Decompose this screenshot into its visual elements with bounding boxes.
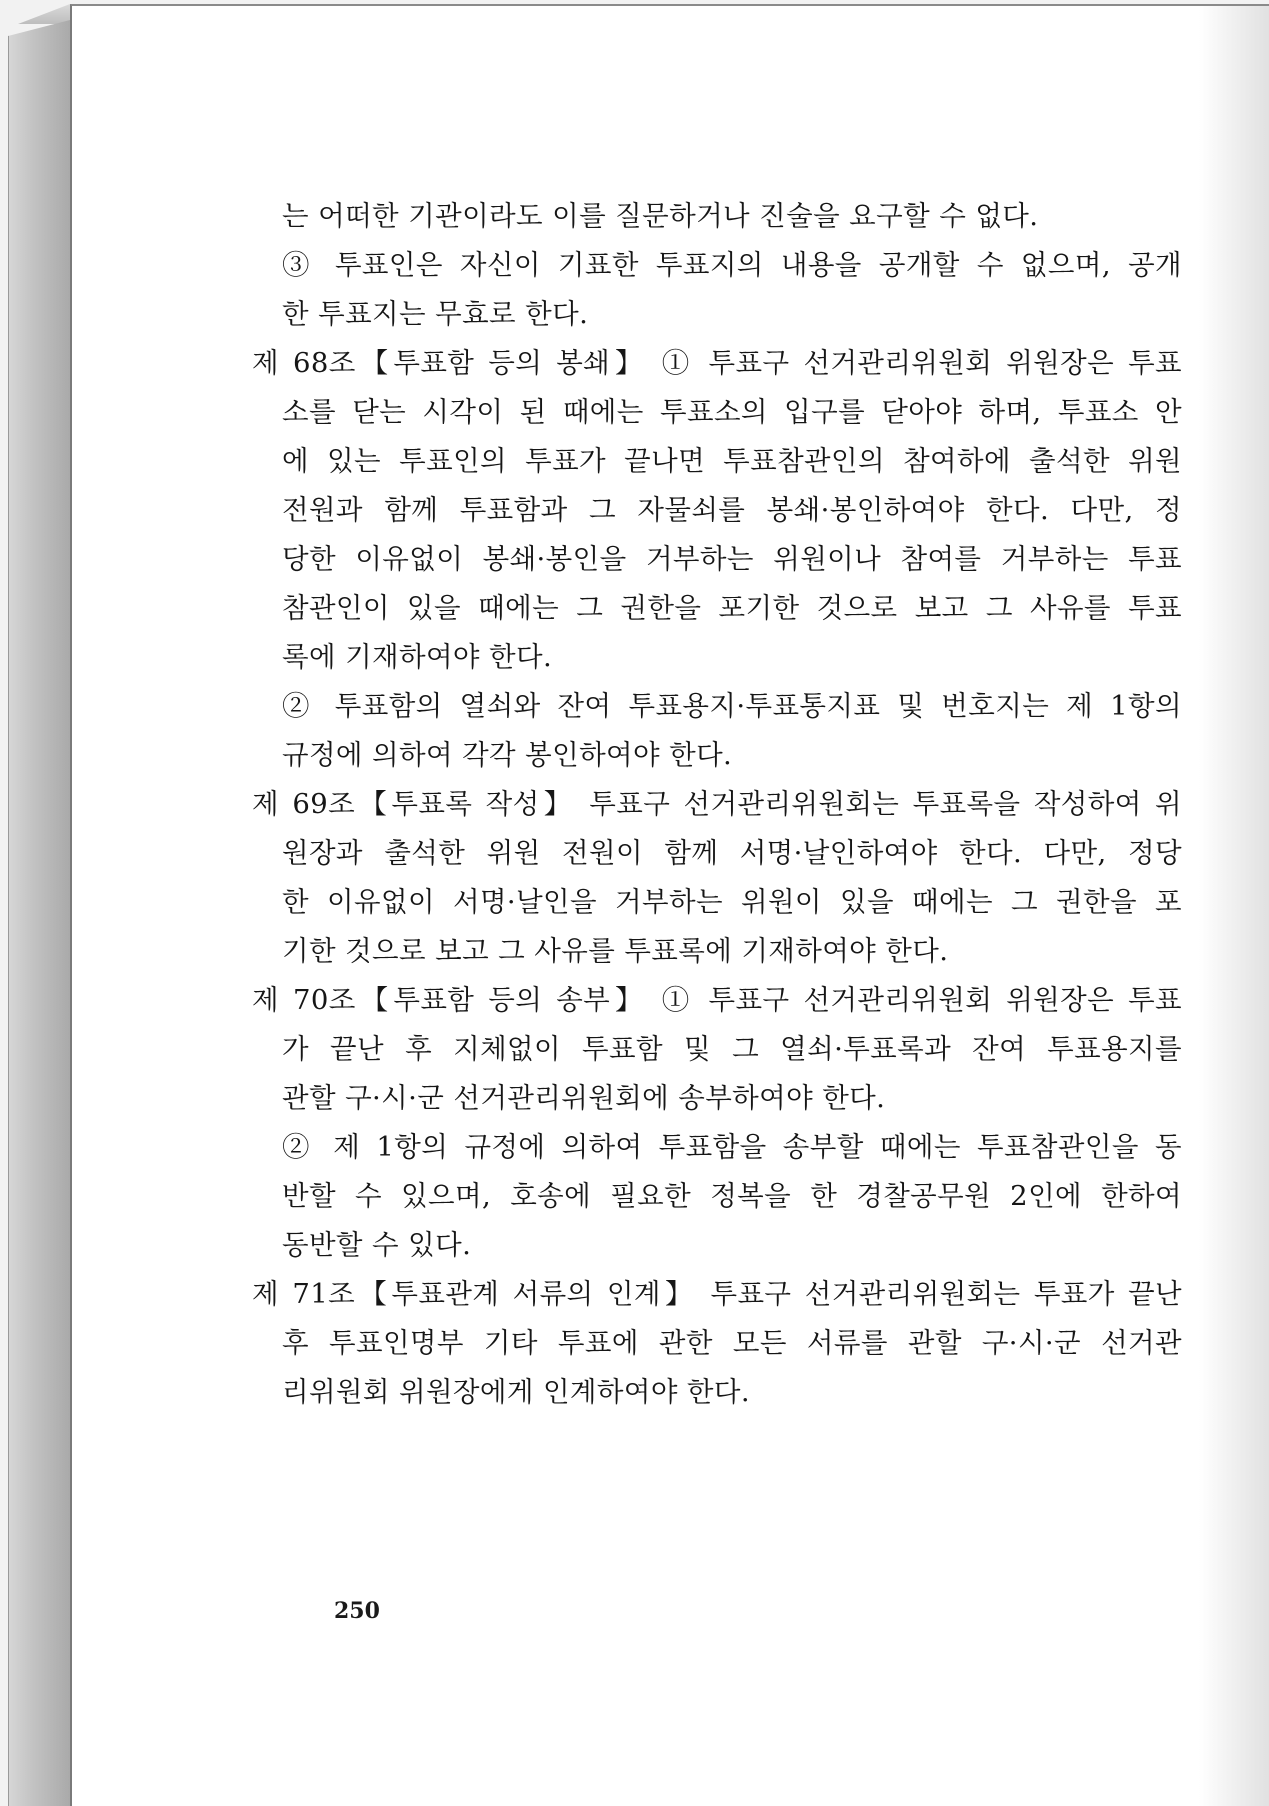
text-line: 후 투표인명부 기타 투표에 관한 모든 서류를 관할 구·시·군 선거관: [282, 1327, 1182, 1359]
text-line: 한 이유없이 서명·날인을 거부하는 위원이 있을 때에는 그 권한을 포: [282, 886, 1182, 918]
text-line: 참관인이 있을 때에는 그 권한을 포기한 것으로 보고 그 사유를 투표: [282, 592, 1182, 624]
text-line: ② 제 1항의 규정에 의하여 투표함을 송부할 때에는 투표참관인을 동: [282, 1131, 1182, 1163]
page-number: 250: [334, 1598, 380, 1624]
book-page: [70, 4, 1269, 1806]
page-shadow: [1199, 6, 1269, 1806]
text-line: 제 70조【투표함 등의 송부】 ① 투표구 선거관리위원회 위원장은 투표: [252, 984, 1182, 1016]
text-line: 전원과 함께 투표함과 그 자물쇠를 봉쇄·봉인하여야 한다. 다만, 정: [282, 494, 1182, 526]
text-line: 록에 기재하여야 한다.: [282, 641, 553, 673]
text-line: 반할 수 있으며, 호송에 필요한 정복을 한 경찰공무원 2인에 한하여: [282, 1180, 1182, 1212]
book-spine: [8, 20, 71, 1806]
text-line: 리위원회 위원장에게 인계하여야 한다.: [282, 1376, 751, 1408]
text-line: 는 어떠한 기관이라도 이를 질문하거나 진술을 요구할 수 없다.: [282, 200, 1039, 232]
text-line: ③ 투표인은 자신이 기표한 투표지의 내용을 공개할 수 없으며, 공개: [282, 249, 1182, 281]
text-line: 기한 것으로 보고 그 사유를 투표록에 기재하여야 한다.: [282, 935, 949, 967]
text-line: 규정에 의하여 각각 봉인하여야 한다.: [282, 739, 733, 771]
text-line: ② 투표함의 열쇠와 잔여 투표용지·투표통지표 및 번호지는 제 1항의: [282, 690, 1182, 722]
text-line: 제 71조【투표관계 서류의 인계】 투표구 선거관리위원회는 투표가 끝난: [252, 1278, 1182, 1310]
text-line: 제 68조【투표함 등의 봉쇄】 ① 투표구 선거관리위원회 위원장은 투표: [252, 347, 1182, 379]
text-line: 제 69조【투표록 작성】 투표구 선거관리위원회는 투표록을 작성하여 위: [252, 788, 1182, 820]
text-line: 동반할 수 있다.: [282, 1229, 472, 1261]
text-line: 당한 이유없이 봉쇄·봉인을 거부하는 위원이나 참여를 거부하는 투표: [282, 543, 1182, 575]
text-line: 에 있는 투표인의 투표가 끝나면 투표참관인의 참여하에 출석한 위원: [282, 445, 1182, 477]
text-line: 원장과 출석한 위원 전원이 함께 서명·날인하여야 한다. 다만, 정당: [282, 837, 1182, 869]
text-line: 소를 닫는 시각이 된 때에는 투표소의 입구를 닫아야 하며, 투표소 안: [282, 396, 1182, 428]
page-body-text: [252, 192, 1182, 1417]
text-line: 한 투표지는 무효로 한다.: [282, 298, 589, 330]
text-line: 관할 구·시·군 선거관리위원회에 송부하여야 한다.: [282, 1082, 886, 1114]
text-line: 가 끝난 후 지체없이 투표함 및 그 열쇠·투표록과 잔여 투표용지를: [282, 1033, 1182, 1065]
